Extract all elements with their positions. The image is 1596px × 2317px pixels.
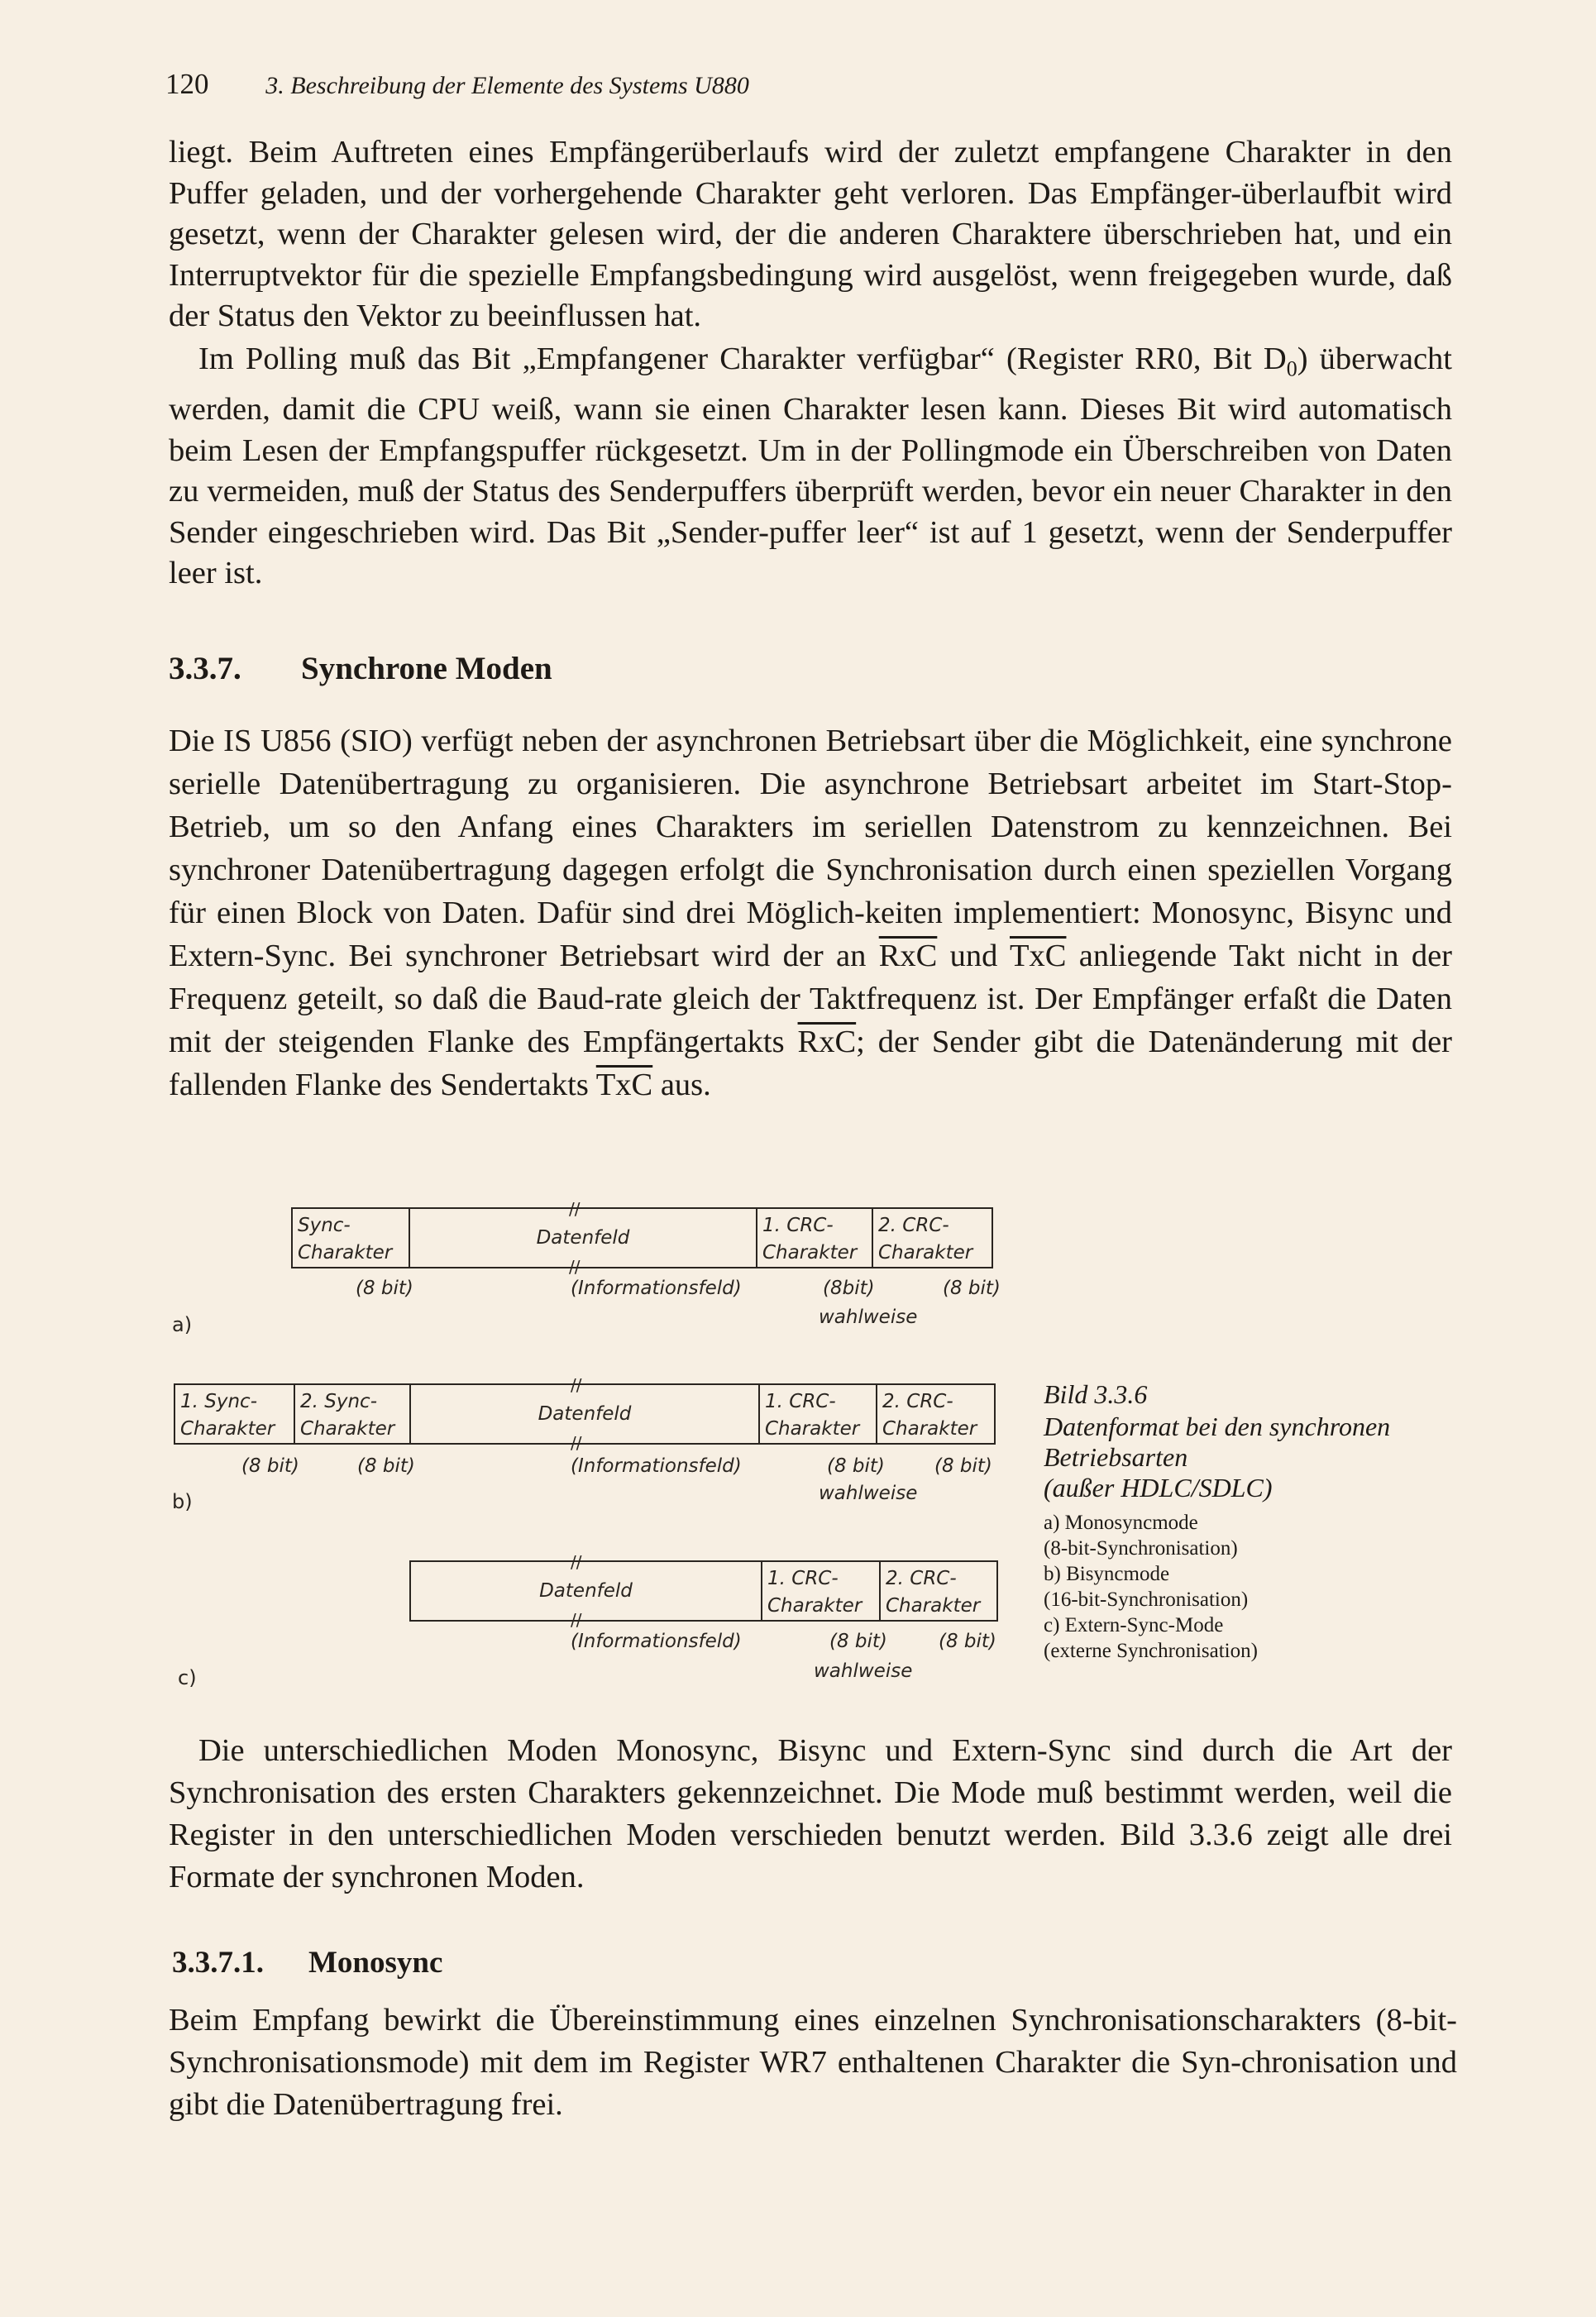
paragraph-5: Beim Empfang bewirkt die Übereinstimmung eines einzelnen Synchronisationscharakters (8-bit-Synchronisationsmode) mit dem im Register WR7 enthaltenen Charakter die Syn-chronisation und gibt die Datenübertragung frei. xyxy=(169,2003,1457,2122)
field-label: Charakter xyxy=(765,1418,860,1440)
field-label: Charakter xyxy=(878,1242,973,1264)
row-label: c) xyxy=(178,1666,197,1689)
field-label: 1. CRC- xyxy=(762,1215,834,1236)
field-label: Charakter xyxy=(762,1242,858,1264)
field-label: Sync- xyxy=(298,1215,351,1236)
bits-label: (8 bit) xyxy=(241,1455,299,1477)
rxc-signal: $\overline{RxC}$ xyxy=(797,1025,857,1059)
bits-label: (8 bit) xyxy=(934,1455,992,1477)
bits-label: (8 bit) xyxy=(356,1278,413,1299)
legend-item: b) Bisyncmode xyxy=(1044,1563,1170,1585)
legend-item: a) Monosyncmode xyxy=(1044,1512,1198,1534)
field-label: 2. CRC- xyxy=(882,1391,953,1412)
field-label: 1. CRC- xyxy=(765,1391,836,1412)
rxc-signal: $\overline{RxC}$ xyxy=(878,939,938,973)
sync1-char-field xyxy=(175,1385,294,1443)
field-label: Datenfeld xyxy=(538,1402,632,1425)
break-mark-top: // xyxy=(571,1375,582,1395)
bits-label: (8 bit) xyxy=(829,1631,887,1652)
paragraph-3-a: Die IS U856 (SIO) verfügt neben der asynchronen Betriebsart über die Möglichkeit, eine synchrone serielle Datenübertragung zu organisieren. Die asynchrone Betriebsart arbeitet im Start-Stop-Betrieb, um so den Anfang eines Charakters im seriellen Datenstrom zu kennzeichnen. Bei synchroner Datenübertragung dagegen erfolgt die Synchronisation durch einen speziellen Vorgang für einen Block von Daten. Dafür sind drei Möglich-keiten implementiert: Monosync, Bisync und Extern-Sync. Bei synchroner Betriebsart wird der an xyxy=(169,724,1452,973)
frame-bisync xyxy=(174,1383,996,1445)
field-label: 2. Sync- xyxy=(300,1391,377,1412)
bits-label: (8bit) xyxy=(823,1278,875,1299)
break-mark-bottom: // xyxy=(569,1257,581,1277)
data-field xyxy=(409,1209,756,1267)
caption-legend xyxy=(1044,1510,1474,1664)
field-label: Charakter xyxy=(882,1418,977,1440)
paragraph-3-b: und xyxy=(937,939,1010,973)
page-number: 120 xyxy=(165,68,209,100)
info-label: (Informationsfeld) xyxy=(571,1278,742,1299)
field-label: 1. CRC- xyxy=(767,1568,839,1589)
caption-description: Datenformat bei den synchronen Betriebsarten xyxy=(1044,1412,1391,1472)
info-label: (Informationsfeld) xyxy=(571,1455,742,1477)
bits-label: (8 bit) xyxy=(939,1631,996,1652)
legend-item: (16-bit-Synchronisation) xyxy=(1044,1588,1249,1611)
page-header xyxy=(165,68,749,101)
data-field xyxy=(409,1385,758,1443)
running-title: 3. Beschreibung der Elemente des Systems U880 xyxy=(265,72,749,99)
crc2-field xyxy=(879,1562,995,1620)
legend-item: (8-bit-Synchronisation) xyxy=(1044,1537,1238,1560)
row-label: b) xyxy=(172,1490,193,1513)
crc1-field xyxy=(758,1385,876,1443)
paragraph-2 xyxy=(169,339,1452,595)
figure-caption xyxy=(1044,1378,1474,1664)
paragraph-4: Die unterschiedlichen Moden Monosync, Bisync und Extern-Sync sind durch die Art der Synchronisation des ersten Charakters gekennzeichnet. Die Mode muß bestimmt werden, weil die Register in den unterschiedlichen Moden verschieden benutzt werden. Bild 3.3.6 zeigt alle drei Formate der synchronen Moden. xyxy=(169,1733,1452,1894)
data-field xyxy=(411,1562,761,1620)
caption-description: (außer HDLC/SDLC) xyxy=(1044,1473,1273,1502)
break-mark-bottom: // xyxy=(571,1610,582,1630)
subsection-title: Monosync xyxy=(308,1946,443,1980)
frame-extern-sync xyxy=(409,1560,998,1622)
field-label: Charakter xyxy=(180,1418,275,1440)
bits-label: (8 bit) xyxy=(357,1455,415,1477)
field-label: 2. CRC- xyxy=(886,1568,957,1589)
crc2-field xyxy=(872,1209,990,1267)
crc2-field xyxy=(876,1385,992,1443)
field-label: Charakter xyxy=(300,1418,395,1440)
field-label: Charakter xyxy=(886,1595,981,1617)
bits-label: (8 bit) xyxy=(827,1455,885,1477)
section-number: 3.3.7. xyxy=(169,651,241,686)
crc1-field xyxy=(761,1562,879,1620)
field-label: Datenfeld xyxy=(536,1226,630,1249)
frame-monosync xyxy=(291,1207,993,1268)
section-heading-synchrone-moden xyxy=(169,650,552,687)
paragraph-3 xyxy=(169,719,1452,1106)
field-label: 1. Sync- xyxy=(180,1391,257,1412)
subscript-zero: 0 xyxy=(1286,356,1297,381)
legend-item: c) Extern-Sync-Mode xyxy=(1044,1614,1224,1636)
paragraph-2-a: Im Polling muß das Bit „Empfangener Charakter verfügbar“ (Register RR0, Bit D xyxy=(198,342,1287,376)
paragraph-2-b: ) überwacht werden, damit die CPU weiß, wann sie einen Charakter lesen kann. Dieses Bit wird automatisch beim Lesen der Empfangspuffer rückgesetzt. Um in der Pollingmode ein Überschreiben von Daten zu vermeiden, muß der Status des Senderpuffers überprüft werden, bevor ein neuer Charakter in den Sender eingeschrieben wird. Das Bit „Sender-puffer leer“ ist auf 1 gesetzt, wenn der Senderpuffer leer ist. xyxy=(169,342,1453,591)
paragraph-3-c: anliegende Takt nicht in der Frequenz geteilt, so daß die Baud-rate gleich der Taktfrequenz ist. Der Empfänger erfaßt die Daten mit der steigenden Flanke des Empfängertakts xyxy=(169,939,1452,1059)
paragraph-3-e: aus. xyxy=(652,1068,711,1102)
crc1-field xyxy=(756,1209,872,1267)
optional-label: wahlweise xyxy=(819,1483,918,1504)
break-mark-top: // xyxy=(571,1552,582,1572)
break-mark-top: // xyxy=(569,1199,581,1219)
row-label: a) xyxy=(172,1313,193,1336)
bits-label: (8 bit) xyxy=(943,1278,1001,1299)
paragraph-3-d: ; der Sender gibt die Datenänderung mit der fallenden Flanke des Sendertakts xyxy=(169,1025,1452,1102)
subsection-heading-monosync xyxy=(172,1945,442,1980)
break-mark-bottom: // xyxy=(571,1433,582,1453)
field-label: Datenfeld xyxy=(539,1579,633,1602)
subsection-number: 3.3.7.1. xyxy=(172,1946,264,1980)
field-label: 2. CRC- xyxy=(878,1215,949,1236)
txc-signal: $\overline{TxC}$ xyxy=(595,1068,653,1102)
sync-char-field xyxy=(293,1209,409,1267)
sync2-char-field xyxy=(294,1385,409,1443)
section-title: Synchrone Moden xyxy=(301,651,552,686)
txc-signal: $\overline{TxC}$ xyxy=(1010,939,1067,973)
field-label: Charakter xyxy=(298,1242,393,1264)
info-label: (Informationsfeld) xyxy=(571,1631,742,1652)
paragraph-1: liegt. Beim Auftreten eines Empfängerüberlaufs wird der zuletzt empfangene Charakter in den Puffer geladen, und der vorhergehende Charakter geht verloren. Das Empfänger-überlaufbit wird gesetzt, wenn der Charakter gelesen wird, der die anderen Charaktere überschrieben hat, und ein Interruptvektor für die spezielle Empfangsbedingung wird ausgelöst, wenn freigegeben wurde, daß der Status den Vektor zu beeinflussen hat. xyxy=(169,135,1452,333)
legend-item: (externe Synchronisation) xyxy=(1044,1640,1258,1662)
field-label: Charakter xyxy=(767,1595,863,1617)
optional-label: wahlweise xyxy=(819,1307,918,1328)
optional-label: wahlweise xyxy=(814,1660,913,1682)
caption-title: Bild 3.3.6 xyxy=(1044,1379,1148,1409)
